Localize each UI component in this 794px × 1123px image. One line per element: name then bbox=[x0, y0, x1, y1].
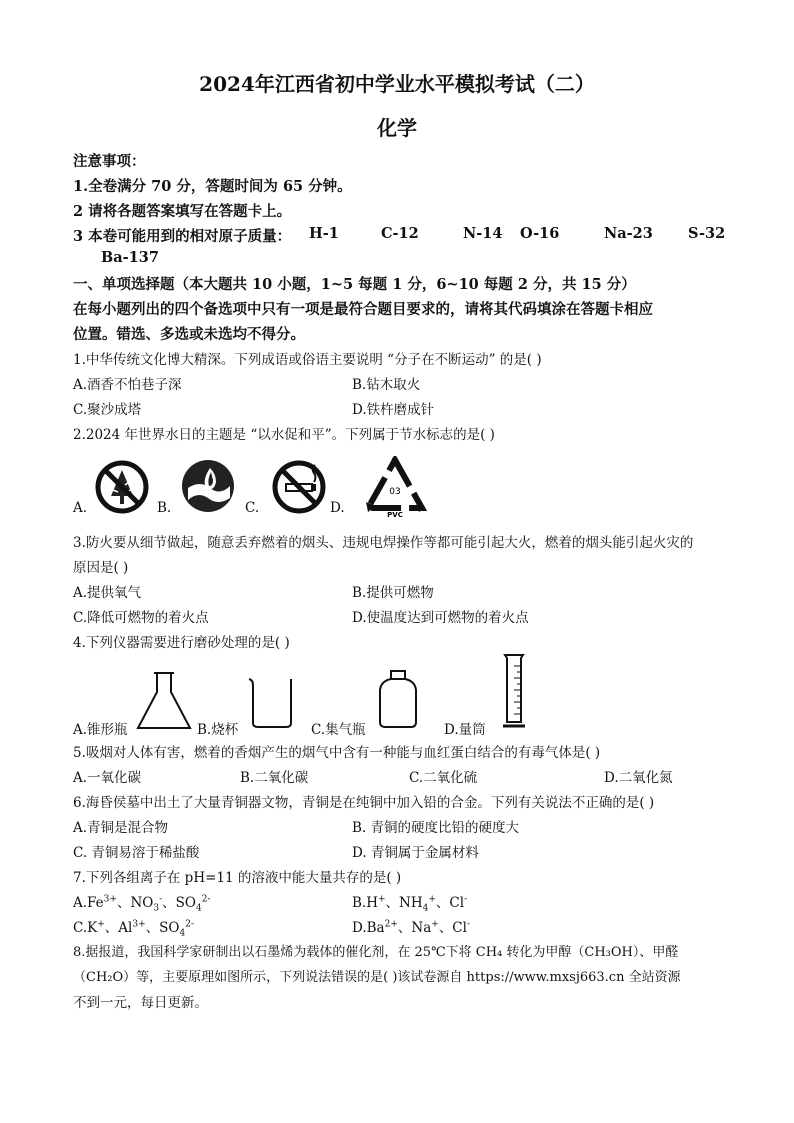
no-logging-icon bbox=[95, 460, 149, 514]
q7-stem: 7.下列各组离子在 pH=11 的溶液中能大量共存的是( ) bbox=[73, 870, 402, 886]
exam-title: 2024年江西省初中学业水平模拟考试（二） bbox=[199, 72, 595, 96]
subject-title: 化学 bbox=[377, 116, 417, 140]
q3-option-c: C.降低可燃物的着火点 bbox=[73, 610, 209, 626]
mass-n: N-14 bbox=[463, 225, 503, 242]
q5-option-d: D.二氧化氮 bbox=[604, 770, 673, 786]
q7-option-c: C.K+、$Al^{3+}$、$SO_4^{2-}$ bbox=[73, 919, 194, 939]
recycle-code: 03 bbox=[389, 487, 401, 497]
graduated-cylinder-icon bbox=[500, 652, 528, 730]
q4-option-b: B.烧杯 bbox=[197, 722, 239, 738]
note-1: 1.全卷满分 70 分，答题时间为 65 分钟。 bbox=[73, 178, 352, 195]
water-saving-icon bbox=[180, 458, 236, 514]
q7-option-d: $D.Ba^{2+}$、Na+、Cl- bbox=[352, 919, 471, 936]
notes-heading: 注意事项： bbox=[73, 153, 146, 170]
no-smoking-icon bbox=[272, 460, 326, 514]
section1-title: 一、单项选择题（本大题共 10 小题，1~5 每题 1 分，6~10 每题 2 分，共 15 分） bbox=[73, 276, 636, 293]
gas-jar-icon bbox=[376, 668, 420, 730]
q2-option-d: D. bbox=[330, 500, 345, 516]
q2-stem: 2.2024 年世界水日的主题是 “以水促和平”。下列属于节水标志的是( ) bbox=[73, 427, 495, 443]
q6-stem: 6.海昏侯墓中出土了大量青铜器文物，青铜是在纯铜中加入铅的合金。下列有关说法不正确的是( ) bbox=[73, 795, 655, 811]
erlenmeyer-flask-icon bbox=[134, 670, 194, 732]
mass-o: O-16 bbox=[520, 225, 560, 242]
q3-option-b: B.提供可燃物 bbox=[352, 585, 434, 601]
note-2: 2 请将各题答案填写在答题卡上。 bbox=[73, 203, 292, 220]
q3-option-d: D.使温度达到可燃物的着火点 bbox=[352, 610, 529, 626]
mass-h: H-1 bbox=[309, 225, 339, 242]
q2-option-a: A. bbox=[73, 500, 88, 516]
section1-instruction-1: 在每小题列出的四个备选项中只有一项是最符合题目要求的，请将其代码填涂在答题卡相应 bbox=[73, 301, 653, 318]
recycle-text: PVC bbox=[387, 511, 403, 518]
q1-option-a: A.酒香不怕巷子深 bbox=[73, 377, 182, 393]
mass-ba: Ba-137 bbox=[101, 249, 159, 266]
q3-option-a: A.提供氧气 bbox=[73, 585, 142, 601]
q6-option-a: A.青铜是混合物 bbox=[73, 820, 169, 836]
q3-stem-1: 3.防火要从细节做起，随意丢弃燃着的烟头、违规电焊操作等都可能引起大火，燃着的烟头能引起火灾的 bbox=[73, 535, 694, 551]
mass-c: C-12 bbox=[381, 225, 419, 242]
recycling-icon bbox=[362, 456, 428, 518]
q1-option-b: B.钻木取火 bbox=[352, 377, 421, 393]
q4-option-c: C.集气瓶 bbox=[311, 722, 366, 738]
q3-stem-2: 原因是( ) bbox=[73, 560, 129, 576]
q6-option-c: C. 青铜易溶于稀盐酸 bbox=[73, 845, 200, 861]
q4-stem: 4.下列仪器需要进行磨砂处理的是( ) bbox=[73, 635, 290, 651]
q2-option-c: C. bbox=[245, 500, 260, 516]
note-3-label: 3 本卷可能用到的相对原子质量： bbox=[73, 228, 292, 245]
q5-option-b: B.二氧化碳 bbox=[240, 770, 309, 786]
q8-line-2: （CH₂O）等，主要原理如图所示，下列说法错误的是( )该试卷源自 https://www.mxsj663.cn 全站资源 bbox=[73, 970, 681, 985]
q8-line-3: 不到一元，每日更新。 bbox=[73, 995, 208, 1011]
q6-option-d: D. 青铜属于金属材料 bbox=[352, 845, 479, 861]
q5-option-c: C.二氧化硫 bbox=[409, 770, 478, 786]
beaker-icon bbox=[246, 676, 296, 730]
q7-option-b: B.H+、$NH_4^+$、Cl- bbox=[352, 894, 468, 914]
q6-option-b: B. 青铜的硬度比铅的硬度大 bbox=[352, 820, 520, 836]
q4-option-a: A.锥形瓶 bbox=[73, 722, 128, 738]
q5-stem: 5.吸烟对人体有害，燃着的香烟产生的烟气中含有一种能与血红蛋白结合的有毒气体是( ) bbox=[73, 745, 601, 761]
q5-option-a: A.一氧化碳 bbox=[73, 770, 142, 786]
q1-option-d: D.铁杵磨成针 bbox=[352, 402, 435, 418]
section1-instruction-2: 位置。错选、多选或未选均不得分。 bbox=[73, 326, 305, 343]
q1-stem: 1.中华传统文化博大精深。下列成语或俗语主要说明 “分子在不断运动” 的是( ) bbox=[73, 352, 542, 368]
q2-option-b: B. bbox=[157, 500, 172, 516]
q8-line-1: 8.据报道，我国科学家研制出以石墨烯为载体的催化剂，在 25℃下将 CH₄ 转化为甲醇（CH₃OH）、甲醛 bbox=[73, 945, 679, 960]
q1-option-c: C.聚沙成塔 bbox=[73, 402, 142, 418]
q7-option-a: $A.Fe^{3+}$、$NO_3^-$、$SO_4^{2-}$ bbox=[73, 894, 211, 914]
q4-option-d: D.量筒 bbox=[444, 722, 486, 738]
mass-na: Na-23 bbox=[604, 225, 653, 242]
mass-s: S-32 bbox=[688, 225, 726, 242]
